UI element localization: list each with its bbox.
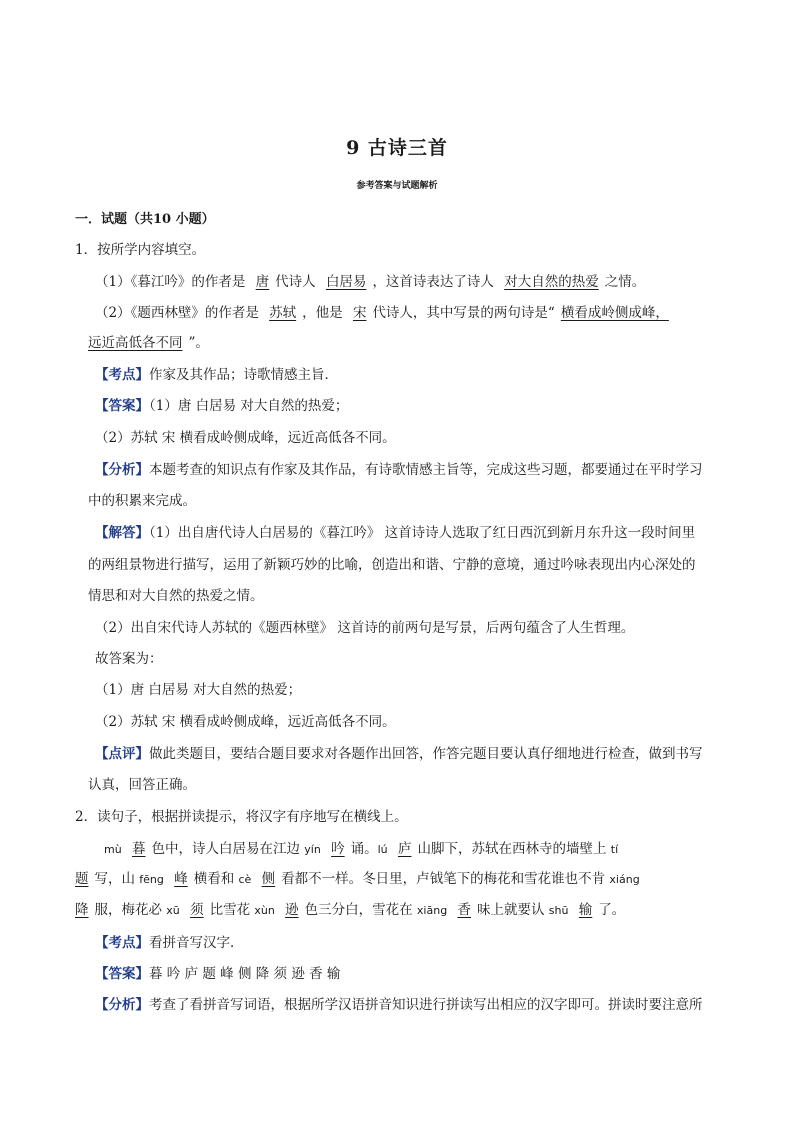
q1-p2-answer-line2: 远近高低各不同: [88, 335, 183, 351]
q1-p1-answer-author: 白居易: [325, 274, 367, 290]
q1-gu-2: （2）苏轼 宋 横看成岭侧成峰，远近高低各不同。: [95, 714, 396, 730]
q1-p1-answer-emotion: 对大自然的热爱: [504, 274, 599, 290]
daan-tag: 【答案】: [95, 966, 149, 982]
q1-daan-2: （2）苏轼 宋 横看成岭侧成峰，远近高低各不同。: [95, 430, 396, 446]
q1-p2-mid1: ，他是: [302, 305, 347, 321]
pinyin: yín: [304, 843, 321, 856]
q1-p1-answer-dynasty: 唐: [255, 274, 270, 290]
q1-p1-post: 之情。: [604, 274, 646, 290]
page-title: 9 古诗三首: [346, 137, 448, 159]
pinyin: lú: [377, 843, 388, 856]
q1-p2-post: ”。: [188, 335, 209, 351]
q1-p2-answer-author: 苏轼: [269, 305, 297, 321]
q1-p1-mid1: 代诗人: [275, 274, 320, 290]
kaodian-text: 看拼音写汉字．: [149, 935, 244, 951]
q2-stem: 2．读句子，根据拼读提示，将汉字有序地写在横线上。: [75, 809, 408, 825]
dianping-text-1: 做此类题目，要结合题目要求对各题作出回答，作答完题目要认真仔细地进行检查，做到书写: [149, 746, 703, 762]
answer-char: 峰: [174, 871, 188, 887]
q1-p2-answer-line1: 横看成岭侧成峰，: [560, 305, 669, 321]
q1-p2-mid2: 代诗人，其中写景的两句诗是“: [372, 305, 555, 321]
q1-part2: [95, 301, 675, 321]
q1-jieda-4: （2）出自宋代诗人苏轼的《题西林壁》 这首诗的前两句是写景，后两句蕴含了人生哲理。: [95, 620, 635, 636]
q2-sentence-3: [75, 898, 625, 918]
q2-kaodian: [95, 931, 244, 951]
sentence-text: 写，山: [94, 871, 140, 887]
q1-part2-cont: [88, 331, 209, 351]
q1-fenxi-2: 中的积累来完成。: [88, 493, 196, 509]
daan-tag: 【答案】: [95, 398, 149, 414]
pinyin: xiáng: [609, 873, 640, 886]
q1-part1: [95, 270, 645, 290]
q1-fenxi: [95, 458, 703, 478]
sentence-text: 山脚下，苏轼在西林寺的墙壁上: [417, 841, 611, 857]
sentence-text: 横看和: [193, 871, 239, 887]
pinyin: fēng: [139, 873, 164, 886]
q1-gu: 故答案为：: [95, 651, 163, 667]
sentence-text: 比雪花: [209, 902, 255, 918]
pinyin: mù: [104, 843, 122, 856]
fenxi-tag: 【分析】: [95, 462, 149, 478]
answer-char: 逊: [285, 902, 299, 918]
daan-text: 暮 吟 庐 题 峰 侧 降 须 逊 香 输: [149, 966, 341, 982]
pinyin: tí: [610, 843, 619, 856]
q1-p1-pre: （1）《暮江吟》的作者是: [95, 274, 250, 290]
fenxi-text-1: 本题考查的知识点有作家及其作品，有诗歌情感主旨等，完成这些习题，都要通过在平时学习: [149, 462, 703, 478]
kaodian-tag: 【考点】: [95, 367, 149, 383]
q1-stem: 1．按所学内容填空。: [75, 242, 206, 258]
answer-char: 庐: [397, 841, 412, 857]
pinyin: shū: [548, 904, 569, 917]
answer-char: 输: [578, 902, 593, 918]
q1-p2-pre: （2）《题西林壁》的作者是: [95, 305, 264, 321]
daan-text-1: （1）唐 白居易 对大自然的热爱；: [149, 398, 349, 414]
q1-kaodian: [95, 363, 338, 383]
jieda-tag: 【解答】: [95, 525, 149, 541]
q1-jieda-2: 的两组景物进行描写，运用了新颖巧妙的比喻，创造出和谐、宁静的意境，通过吟咏表现出内心深处的: [88, 557, 696, 573]
answer-char: 香: [457, 902, 471, 918]
q1-gu-1: （1）唐 白居易 对大自然的热爱；: [95, 682, 302, 698]
q1-dianping-2: 认真，回答正确。: [88, 777, 196, 793]
pinyin: xùn: [254, 904, 275, 917]
pinyin: xiāng: [416, 904, 448, 917]
q1-p1-mid2: ，这首诗表达了诗人: [372, 274, 499, 290]
sentence-text: 看都不一样。冬日里，卢钺笔下的梅花和雪花谁也不肯: [281, 871, 610, 887]
pinyin: xū: [166, 904, 180, 917]
q2-fenxi: [95, 993, 703, 1013]
answer-char: 侧: [261, 871, 276, 887]
pinyin: cè: [238, 873, 252, 886]
q2-sentence-2: [75, 867, 640, 887]
sentence-text: 色三分白，雪花在: [304, 902, 417, 918]
kaodian-tag: 【考点】: [95, 935, 149, 951]
answer-char: 降: [75, 902, 89, 918]
kaodian-text: 作家及其作品；诗歌情感主旨．: [149, 367, 338, 383]
answer-char: 题: [75, 871, 89, 887]
sentence-text: 服，梅花必: [94, 902, 167, 918]
section-heading: 一．试题（共10 小题）: [75, 212, 215, 227]
answer-char: 暮: [131, 841, 146, 857]
q1-jieda: [95, 521, 695, 541]
dianping-tag: 【点评】: [95, 746, 149, 762]
fenxi-tag: 【分析】: [95, 997, 149, 1013]
jieda-text-1: （1）出自唐代诗人白居易的《暮江吟》 这首诗诗人选取了红日西沉到新月东升这一段时间里: [149, 525, 696, 541]
sentence-text: 色中，诗人白居易在江边: [151, 841, 305, 857]
page-subtitle: 参考答案与试题解析: [356, 181, 438, 191]
q2-daan: [95, 962, 340, 982]
q1-p2-answer-dynasty: 宋: [352, 305, 367, 321]
answer-char: 吟: [331, 841, 345, 857]
fenxi-text: 考查了看拼音写词语，根据所学汉语拼音知识进行拼读写出相应的汉字即可。拼读时要注意所: [149, 997, 703, 1013]
sentence-text: 诵。: [350, 841, 378, 857]
sentence-text: 味上就要认: [476, 902, 549, 918]
answer-char: 须: [190, 902, 204, 918]
q1-daan: [95, 394, 348, 414]
q1-dianping: [95, 742, 703, 762]
q2-sentence-1: [104, 837, 618, 857]
sentence-text: 了。: [598, 902, 626, 918]
q1-jieda-3: 情思和对大自然的热爱之情。: [88, 588, 264, 604]
